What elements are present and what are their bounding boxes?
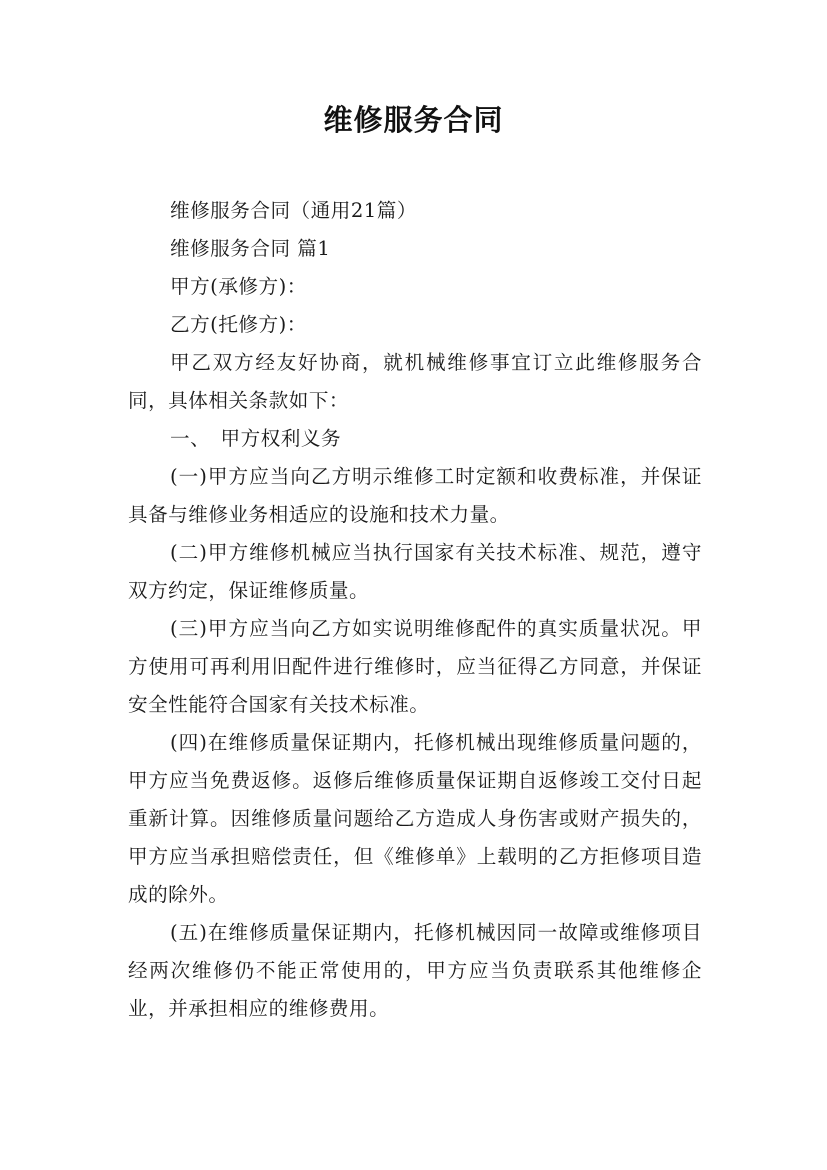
paragraph-section-heading: 维修服务合同 篇1 [170,237,331,260]
document-title: 维修服务合同 [323,103,504,137]
paragraph-subtitle: 维修服务合同（通用21篇） [170,199,417,222]
paragraph-preamble: 甲乙双方经友好协商，就机械维修事宜订立此维修服务合同，具体相关条款如下： [128,351,702,412]
paragraph-clause-1: (一)甲方应当向乙方明示维修工时定额和收费标准，并保证具备与维修业务相适应的设施和技术力量。 [128,465,702,526]
paragraph-clause-2: (二)甲方维修机械应当执行国家有关技术标准、规范，遵守双方约定，保证维修质量。 [128,541,702,602]
paragraph-party-a: 甲方(承修方)： [170,275,307,298]
paragraph-party-b: 乙方(托修方)： [170,313,307,336]
document-body [128,192,702,1028]
paragraph-clause-5: (五)在维修质量保证期内，托修机械因同一故障或维修项目经两次维修仍不能正常使用的，甲方应当负责联系其他维修企业，并承担相应的维修费用。 [128,921,702,1020]
paragraph-clause-4: (四)在维修质量保证期内，托修机械出现维修质量问题的，甲方应当免费返修。返修后维修质量保证期自返修竣工交付日起重新计算。因维修质量问题给乙方造成人身伤害或财产损失的，甲方应当承担赔偿责任，但《维修单》上载明的乙方拒修项目造成的除外。 [128,731,702,906]
paragraph-clause-3: (三)甲方应当向乙方如实说明维修配件的真实质量状况。甲方使用可再利用旧配件进行维修时，应当征得乙方同意，并保证安全性能符合国家有关技术标准。 [128,617,702,716]
paragraph-article-heading: 一、 甲方权利义务 [170,427,342,450]
